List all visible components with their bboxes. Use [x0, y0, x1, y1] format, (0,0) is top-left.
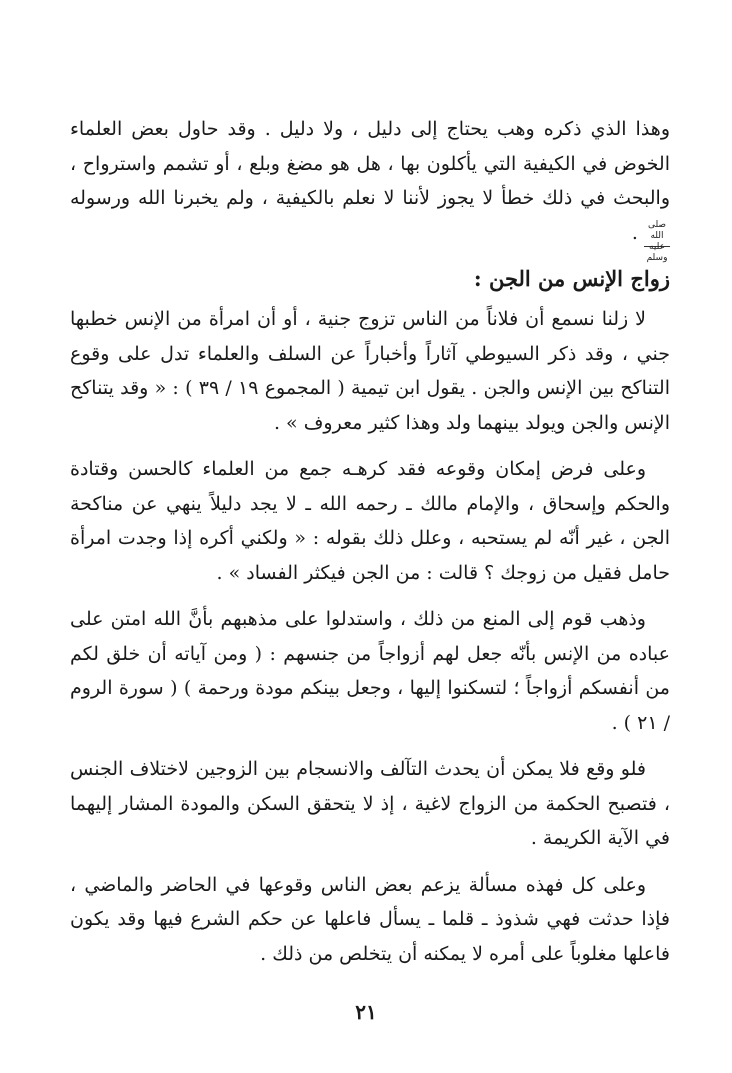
section-heading: زواج الإنس من الجن : [473, 266, 670, 291]
paragraph-1-end: . [631, 221, 638, 244]
pbuh-honorific: صلى الله عليه وسلم [644, 220, 670, 247]
page-body [70, 112, 670, 983]
page-number: ٢١ [355, 1000, 377, 1024]
paragraph-1 [70, 112, 670, 263]
paragraph-6: وعلى كل فهذه مسألة يزعم بعض الناس وقوعها في الحاضر والماضي ، فإذا حدثت فهي شذوذ ـ قلما ـ يسأل فاعلها عن حكم الشرع فيها وقد يكون فاعلها مغلوباً على أمره لا يمكنه أن يتخلص من ذلك . [70, 873, 670, 965]
paragraph-3: وعلى فرض إمكان وقوعه فقد كرهـه جمع من العلماء كالحسن وقتادة والحكم وإسحاق ، والإمام مالك ـ رحمه الله ـ لا يجد دليلاً ينهي عن مناكحة الجن ، غير أنّه لم يستحبه ، وعلل ذلك بقوله : « ولكني أكره إذا وجدت امرأة حامل فقيل من زوجك ؟ قالت : من الجن فيكثر الفساد » . [70, 458, 670, 584]
paragraph-4: وذهب قوم إلى المنع من ذلك ، واستدلوا على مذهبهم بأنَّ الله امتن على عباده من الإنس بأنّه جعل لهم أزواجاً من جنسهم : ( ومن آياته أن خلق لكم من أنفسكم أزواجاً ؛ لتسكنوا إليها ، وجعل بينكم مودة ورحمة ) ( سورة الروم / ٢١ ) . [70, 608, 670, 734]
paragraph-2: لا زلنا نسمع أن فلاناً من الناس تزوج جنية ، أو أن امرأة من الإنس خطبها جني ، وقد ذكر السيوطي آثاراً وأخباراً عن السلف والعلماء تدل على وقوع التناكح بين الإنس والجن . يقول ابن تيمية ( المجموع ١٩ / ٣٩ ) : « وقد يتناكح الإنس والجن ويولد بينهما ولد وهذا كثير معروف » . [70, 308, 670, 434]
paragraph-5: فلو وقع فلا يمكن أن يحدث التآلف والانسجام بين الزوجين لاختلاف الجنس ، فتصبح الحكمة من الزواج لاغية ، إذ لا يتحقق السكن والمودة المشار إليهما في الآية الكريمة . [70, 758, 670, 849]
paragraph-1-text: وهذا الذي ذكره وهب يحتاج إلى دليل ، ولا دليل . وقد حاول بعض العلماء الخوض في الكيفية التي يأكلون بها ، هل هو مضغ وبلع ، أو تشمم واسترواح ، والبحث في ذلك خطأ لا يجوز لأننا لا نعلم بالكيفية ، ولم يخبرنا الله ورسوله [70, 118, 670, 209]
